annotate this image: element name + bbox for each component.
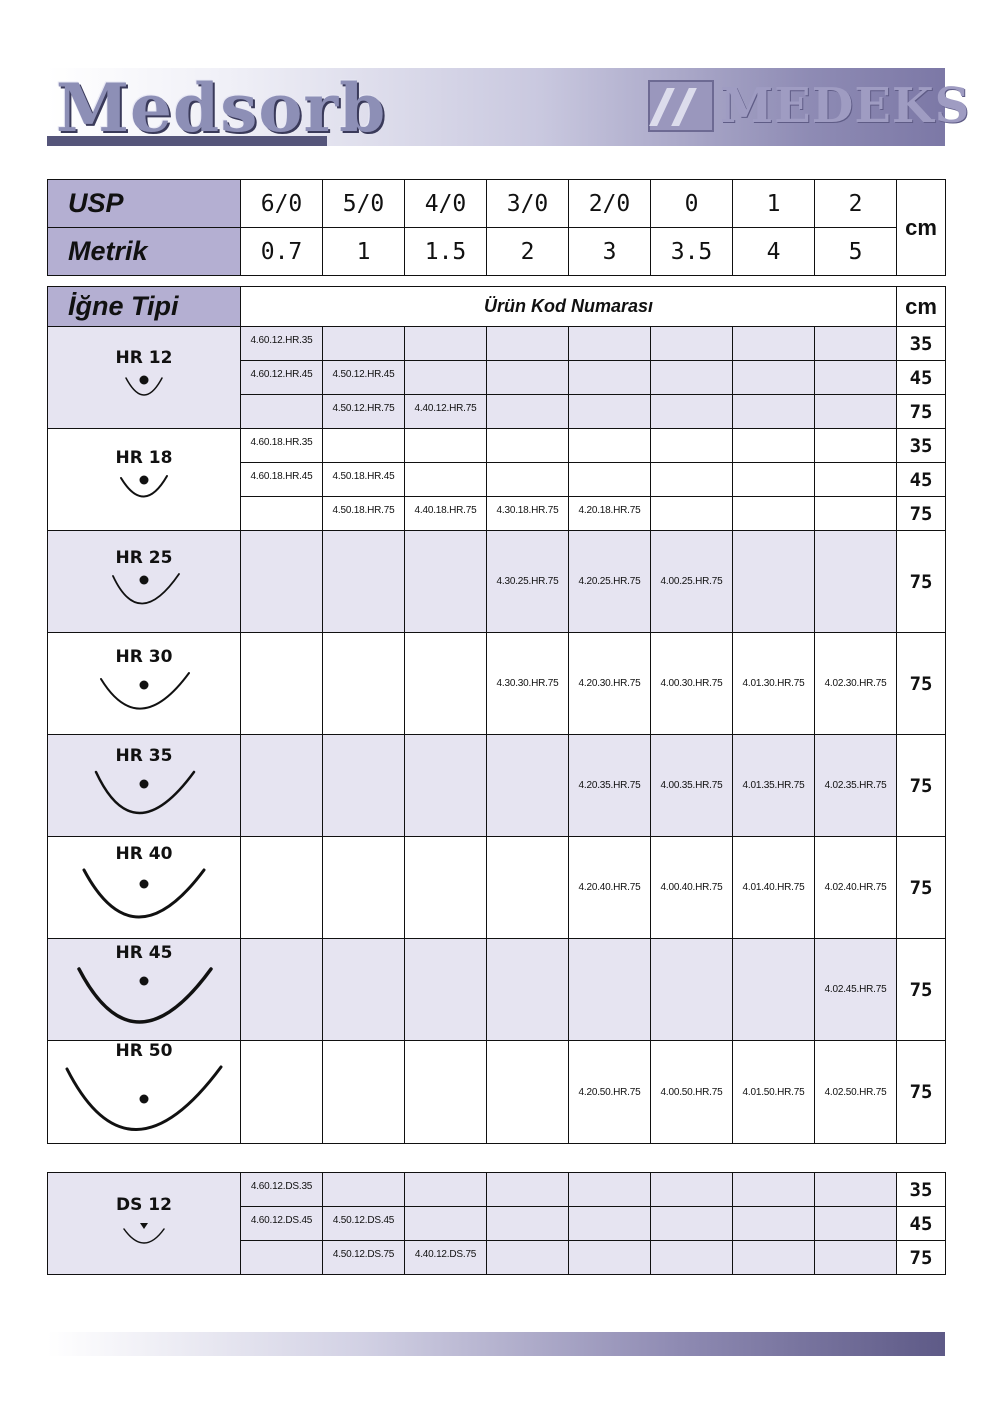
product-code-cell: 4.20.25.HR.75 bbox=[569, 531, 651, 633]
product-code-cell: 4.60.12.DS.45 bbox=[241, 1207, 323, 1241]
needle-type-name: HR 18 bbox=[115, 447, 173, 468]
usp-value: 6/0 bbox=[241, 180, 323, 228]
needle-type-cell bbox=[48, 1041, 241, 1144]
product-code-cell bbox=[733, 497, 815, 531]
product-code-cell: 4.00.40.HR.75 bbox=[651, 837, 733, 939]
needle-body bbox=[101, 673, 189, 709]
product-code-cell bbox=[651, 1173, 733, 1207]
product-code-cell bbox=[815, 497, 897, 531]
metric-value: 0.7 bbox=[241, 228, 323, 276]
product-code-cell bbox=[487, 429, 569, 463]
footer-bar bbox=[47, 1332, 945, 1356]
needle-type-cell bbox=[48, 939, 241, 1041]
length-cm-cell: 75 bbox=[897, 735, 946, 837]
usp-value: 2 bbox=[815, 180, 897, 228]
product-code-cell bbox=[733, 361, 815, 395]
product-code-cell bbox=[569, 327, 651, 361]
product-code-cell bbox=[569, 395, 651, 429]
brand-logo: Medsorb bbox=[56, 69, 387, 147]
product-code-cell bbox=[651, 463, 733, 497]
needle-center-dot bbox=[140, 879, 149, 888]
usp-value: 5/0 bbox=[323, 180, 405, 228]
length-cm-cell: 35 bbox=[897, 1173, 946, 1207]
needle-body bbox=[96, 772, 194, 813]
needle-center-dot bbox=[140, 375, 149, 384]
product-code-cell: 4.20.18.HR.75 bbox=[569, 497, 651, 531]
product-row bbox=[48, 1041, 946, 1144]
product-code-cell bbox=[569, 1207, 651, 1241]
product-code-cell bbox=[405, 1173, 487, 1207]
length-cm-cell: 75 bbox=[897, 531, 946, 633]
length-cm-cell: 75 bbox=[897, 1241, 946, 1275]
needle-type-cell bbox=[48, 327, 241, 429]
product-code-table bbox=[47, 286, 946, 1144]
needle-type-name: HR 40 bbox=[115, 843, 173, 864]
product-row bbox=[48, 735, 946, 837]
product-code-cell bbox=[241, 735, 323, 837]
product-code-cell: 4.02.40.HR.75 bbox=[815, 837, 897, 939]
product-code-cell bbox=[487, 837, 569, 939]
needle-type-cell bbox=[48, 735, 241, 837]
product-code-cell: 4.02.30.HR.75 bbox=[815, 633, 897, 735]
metric-value: 4 bbox=[733, 228, 815, 276]
product-header-row bbox=[48, 287, 946, 327]
product-code-cell bbox=[241, 531, 323, 633]
product-code-cell bbox=[733, 1207, 815, 1241]
product-code-cell bbox=[487, 1241, 569, 1275]
product-code-cell bbox=[405, 531, 487, 633]
medeks-m-icon bbox=[648, 80, 714, 132]
product-code-cell bbox=[815, 327, 897, 361]
product-code-cell bbox=[323, 837, 405, 939]
needle-type-cell bbox=[48, 531, 241, 633]
product-code-cell bbox=[733, 395, 815, 429]
needle-center-dot bbox=[140, 680, 149, 689]
product-code-cell bbox=[815, 395, 897, 429]
product-code-cell bbox=[815, 429, 897, 463]
product-code-cell: 4.00.30.HR.75 bbox=[651, 633, 733, 735]
needle-center-dot bbox=[140, 779, 149, 788]
length-cm-cell: 45 bbox=[897, 1207, 946, 1241]
product-code-cell bbox=[733, 1173, 815, 1207]
product-row bbox=[48, 837, 946, 939]
product-code-cell bbox=[405, 633, 487, 735]
metric-value: 5 bbox=[815, 228, 897, 276]
product-code-cell: 4.02.35.HR.75 bbox=[815, 735, 897, 837]
needle-type-name: HR 30 bbox=[115, 646, 173, 667]
length-cm-cell: 35 bbox=[897, 327, 946, 361]
product-code-cell bbox=[323, 531, 405, 633]
product-code-cell: 4.40.12.DS.75 bbox=[405, 1241, 487, 1275]
product-code-cell bbox=[323, 735, 405, 837]
needle-curve-icon bbox=[74, 868, 214, 932]
product-code-cell bbox=[487, 463, 569, 497]
product-code-cell bbox=[733, 531, 815, 633]
usp-row bbox=[48, 180, 946, 228]
product-code-cell: 4.02.50.HR.75 bbox=[815, 1041, 897, 1144]
product-code-cell bbox=[487, 939, 569, 1041]
needle-curve-icon bbox=[69, 967, 219, 1037]
product-code-cell bbox=[815, 361, 897, 395]
product-code-cell bbox=[733, 463, 815, 497]
product-code-cell: 4.50.12.HR.75 bbox=[323, 395, 405, 429]
product-code-cell bbox=[569, 939, 651, 1041]
product-code-cell: 4.40.12.HR.75 bbox=[405, 395, 487, 429]
needle-body bbox=[124, 1229, 164, 1243]
length-cm-cell: 45 bbox=[897, 463, 946, 497]
product-code-cell bbox=[733, 429, 815, 463]
product-code-cell: 4.00.50.HR.75 bbox=[651, 1041, 733, 1144]
product-code-cell: 4.60.18.HR.45 bbox=[241, 463, 323, 497]
needle-type-cell bbox=[48, 1173, 241, 1275]
usp-value: 0 bbox=[651, 180, 733, 228]
product-code-cell bbox=[815, 531, 897, 633]
needle-type-cell bbox=[48, 429, 241, 531]
product-code-cell bbox=[487, 327, 569, 361]
product-code-cell bbox=[651, 1241, 733, 1275]
product-code-cell bbox=[815, 1241, 897, 1275]
product-code-cell bbox=[323, 327, 405, 361]
product-code-cell bbox=[569, 429, 651, 463]
needle-type-cell bbox=[48, 633, 241, 735]
product-code-cell: 4.20.40.HR.75 bbox=[569, 837, 651, 939]
product-code-cell bbox=[651, 361, 733, 395]
needle-body bbox=[84, 870, 204, 917]
product-code-cell: 4.20.35.HR.75 bbox=[569, 735, 651, 837]
metric-value: 3 bbox=[569, 228, 651, 276]
product-code-cell bbox=[487, 395, 569, 429]
product-code-cell bbox=[241, 395, 323, 429]
product-code-cell bbox=[405, 361, 487, 395]
product-code-cell: 4.60.18.HR.35 bbox=[241, 429, 323, 463]
length-cm-cell: 75 bbox=[897, 633, 946, 735]
product-row bbox=[48, 327, 946, 361]
product-row bbox=[48, 531, 946, 633]
product-code-cell bbox=[651, 939, 733, 1041]
needle-type-header: İğne Tipi bbox=[48, 287, 241, 327]
needle-curve-icon bbox=[59, 1065, 229, 1143]
product-code-cell: 4.20.50.HR.75 bbox=[569, 1041, 651, 1144]
usp-value: 2/0 bbox=[569, 180, 651, 228]
product-code-cell bbox=[487, 1207, 569, 1241]
product-code-cell bbox=[815, 463, 897, 497]
usp-value: 1 bbox=[733, 180, 815, 228]
product-row bbox=[48, 429, 946, 463]
product-code-cell: 4.01.30.HR.75 bbox=[733, 633, 815, 735]
product-code-cell bbox=[651, 429, 733, 463]
unit-header: cm bbox=[897, 287, 946, 327]
product-code-cell bbox=[733, 327, 815, 361]
product-code-cell bbox=[487, 361, 569, 395]
product-code-cell: 4.50.12.DS.75 bbox=[323, 1241, 405, 1275]
length-cm-cell: 75 bbox=[897, 497, 946, 531]
product-code-cell bbox=[487, 735, 569, 837]
needle-curve-icon bbox=[114, 1219, 174, 1253]
needle-type-name: HR 35 bbox=[115, 745, 173, 766]
product-code-cell bbox=[405, 939, 487, 1041]
product-row bbox=[48, 939, 946, 1041]
length-cm-cell: 75 bbox=[897, 395, 946, 429]
product-code-cell bbox=[241, 633, 323, 735]
size-table bbox=[47, 179, 946, 276]
needle-curve-icon bbox=[99, 572, 189, 616]
product-row bbox=[48, 633, 946, 735]
product-code-cell bbox=[241, 497, 323, 531]
needle-curve-icon bbox=[84, 770, 204, 826]
product-code-cell bbox=[323, 939, 405, 1041]
needle-type-name: HR 25 bbox=[115, 547, 173, 568]
product-code-cell: 4.50.18.HR.75 bbox=[323, 497, 405, 531]
product-code-cell bbox=[241, 837, 323, 939]
product-code-cell bbox=[487, 1173, 569, 1207]
needle-curve-icon bbox=[114, 372, 174, 408]
product-code-cell: 4.01.35.HR.75 bbox=[733, 735, 815, 837]
product-code-cell: 4.30.30.HR.75 bbox=[487, 633, 569, 735]
product-code-cell bbox=[569, 361, 651, 395]
product-code-cell bbox=[733, 939, 815, 1041]
ds-code-table bbox=[47, 1172, 946, 1275]
product-code-cell: 4.60.12.HR.35 bbox=[241, 327, 323, 361]
product-code-cell: 4.60.12.HR.45 bbox=[241, 361, 323, 395]
usp-label: USP bbox=[48, 180, 241, 228]
metric-label: Metrik bbox=[48, 228, 241, 276]
product-code-cell: 4.02.45.HR.75 bbox=[815, 939, 897, 1041]
length-cm-cell: 75 bbox=[897, 939, 946, 1041]
product-code-cell bbox=[569, 1241, 651, 1275]
product-code-cell bbox=[241, 939, 323, 1041]
product-code-cell bbox=[815, 1207, 897, 1241]
needle-curve-icon bbox=[89, 671, 199, 721]
metric-value: 3.5 bbox=[651, 228, 733, 276]
needle-type-name: HR 45 bbox=[115, 942, 173, 963]
needle-type-cell bbox=[48, 837, 241, 939]
product-row bbox=[48, 1173, 946, 1207]
metric-value: 1.5 bbox=[405, 228, 487, 276]
metric-row bbox=[48, 228, 946, 276]
product-code-cell bbox=[651, 395, 733, 429]
length-cm-cell: 75 bbox=[897, 837, 946, 939]
company-logo bbox=[648, 78, 970, 134]
product-code-cell bbox=[733, 1241, 815, 1275]
product-code-cell bbox=[651, 497, 733, 531]
unit-header: cm bbox=[897, 180, 946, 276]
length-cm-cell: 35 bbox=[897, 429, 946, 463]
needle-center-dot bbox=[140, 475, 149, 484]
product-code-cell bbox=[569, 1173, 651, 1207]
product-code-cell bbox=[569, 463, 651, 497]
product-code-cell bbox=[323, 429, 405, 463]
product-code-cell bbox=[487, 1041, 569, 1144]
usp-value: 3/0 bbox=[487, 180, 569, 228]
product-code-cell: 4.50.12.DS.45 bbox=[323, 1207, 405, 1241]
product-code-cell bbox=[405, 463, 487, 497]
product-code-header: Ürün Kod Numarası bbox=[241, 287, 897, 327]
product-code-cell bbox=[405, 1207, 487, 1241]
product-code-cell bbox=[241, 1241, 323, 1275]
product-code-cell: 4.40.18.HR.75 bbox=[405, 497, 487, 531]
length-cm-cell: 45 bbox=[897, 361, 946, 395]
product-code-cell: 4.20.30.HR.75 bbox=[569, 633, 651, 735]
length-cm-cell: 75 bbox=[897, 1041, 946, 1144]
needle-type-name: HR 50 bbox=[115, 1041, 173, 1061]
product-code-cell bbox=[405, 735, 487, 837]
cutting-point-marker bbox=[140, 1223, 148, 1229]
metric-value: 1 bbox=[323, 228, 405, 276]
needle-center-dot bbox=[140, 976, 149, 985]
product-code-cell: 4.30.18.HR.75 bbox=[487, 497, 569, 531]
product-code-cell bbox=[323, 1173, 405, 1207]
product-code-cell bbox=[405, 429, 487, 463]
product-code-cell: 4.00.35.HR.75 bbox=[651, 735, 733, 837]
product-code-cell bbox=[241, 1041, 323, 1144]
product-code-cell: 4.50.12.HR.45 bbox=[323, 361, 405, 395]
product-code-cell: 4.50.18.HR.45 bbox=[323, 463, 405, 497]
company-name: MEDEKS bbox=[720, 78, 971, 134]
product-code-cell: 4.60.12.DS.35 bbox=[241, 1173, 323, 1207]
needle-center-dot bbox=[140, 575, 149, 584]
needle-center-dot bbox=[140, 1095, 149, 1104]
product-code-cell bbox=[323, 1041, 405, 1144]
product-code-cell: 4.00.25.HR.75 bbox=[651, 531, 733, 633]
product-code-cell bbox=[323, 633, 405, 735]
product-code-cell: 4.30.25.HR.75 bbox=[487, 531, 569, 633]
product-code-cell: 4.01.40.HR.75 bbox=[733, 837, 815, 939]
product-code-cell bbox=[405, 1041, 487, 1144]
product-code-cell bbox=[815, 1173, 897, 1207]
product-code-cell bbox=[651, 327, 733, 361]
product-code-cell bbox=[405, 327, 487, 361]
needle-type-name: HR 12 bbox=[115, 347, 173, 368]
needle-type-name: DS 12 bbox=[116, 1194, 172, 1215]
product-code-cell bbox=[405, 837, 487, 939]
product-code-cell: 4.01.50.HR.75 bbox=[733, 1041, 815, 1144]
needle-curve-icon bbox=[109, 472, 179, 512]
metric-value: 2 bbox=[487, 228, 569, 276]
usp-value: 4/0 bbox=[405, 180, 487, 228]
product-code-cell bbox=[651, 1207, 733, 1241]
